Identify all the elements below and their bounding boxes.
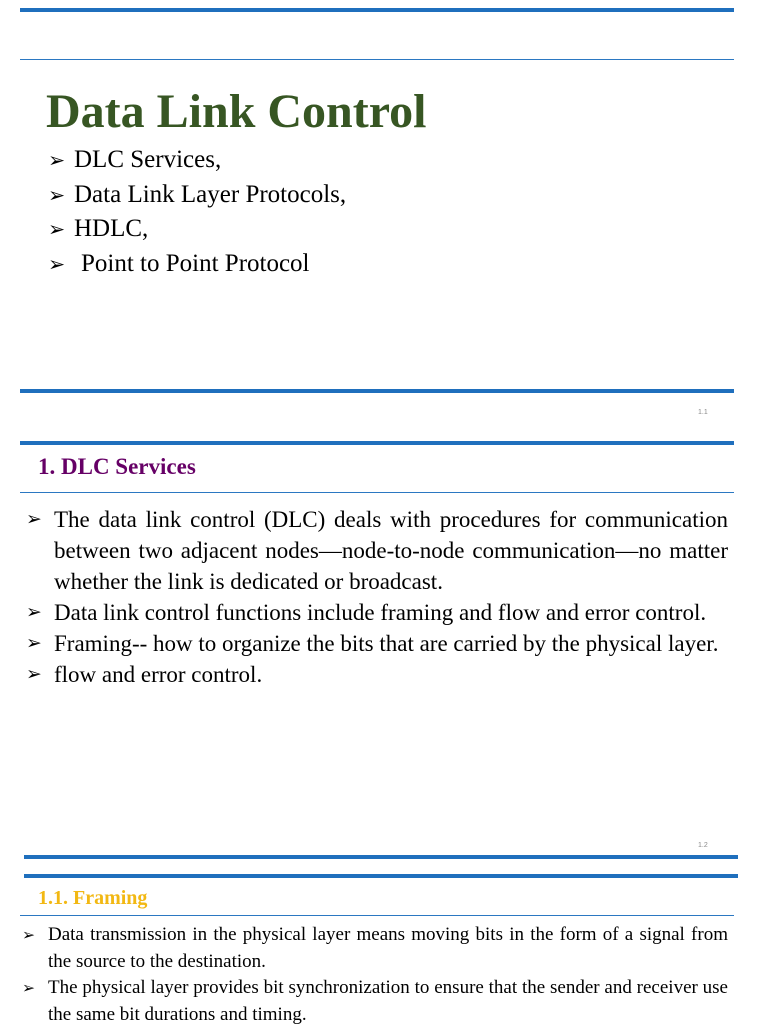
list-item: ➢ Data transmission in the physical layer means moving bits in the form of a signal from the source to the destination.: [22, 924, 728, 972]
list-item: ➢ Data Link Layer Protocols,: [48, 178, 346, 213]
page-number: 1.2: [698, 842, 708, 849]
section-heading: 1. DLC Services: [38, 454, 196, 479]
list-item: ➢ The physical layer provides bit synchronization to ensure that the sender and receiver use the same bit durations and timing.: [22, 977, 728, 1025]
slide3-bullet-list: [22, 922, 728, 1028]
section-heading: 1.1. Framing: [38, 887, 148, 909]
list-item: ➢ HDLC,: [48, 212, 346, 247]
slide1-bottom-rule: [20, 389, 734, 393]
arrow-bullet-icon: ➢: [26, 632, 42, 654]
slide3-top-rule: [24, 874, 738, 878]
arrow-bullet-icon: ➢: [26, 663, 42, 685]
list-item: ➢ DLC Services,: [48, 143, 346, 178]
arrow-bullet-icon: ➢: [48, 148, 66, 172]
slide1-title: Data Link Control: [46, 85, 427, 138]
arrow-bullet-icon: ➢: [26, 508, 42, 530]
slide2-heading-rule: [20, 492, 734, 493]
list-item: ➢ The data link control (DLC) deals with procedures for communication between two adjacent nodes—node-to-node communication—no matter whether the link is dedicated or broadcast.: [54, 504, 728, 597]
slide1-topic-list: [48, 143, 346, 281]
arrow-bullet-icon: ➢: [48, 217, 66, 241]
slide2-top-rule: [20, 441, 734, 445]
slide2-bullet-list: [26, 504, 728, 690]
list-item: ➢ Framing-- how to organize the bits that are carried by the physical layer.: [54, 628, 728, 659]
arrow-bullet-icon: ➢: [26, 601, 42, 623]
page-number: 1.1: [698, 409, 708, 416]
list-item: ➢ Point to Point Protocol: [48, 247, 346, 282]
list-item: ➢ flow and error control.: [54, 659, 728, 690]
arrow-bullet-icon: ➢: [48, 182, 66, 207]
list-item: ➢ Data link control functions include framing and flow and error control.: [54, 597, 728, 628]
arrow-bullet-icon: ➢: [22, 926, 36, 944]
slide1-title-rule: [20, 59, 734, 60]
arrow-bullet-icon: ➢: [22, 979, 36, 997]
arrow-bullet-icon: ➢: [48, 251, 66, 276]
slide3-heading-rule: [20, 915, 734, 916]
slide1-top-rule: [20, 8, 734, 12]
slide2-bottom-rule: [24, 855, 738, 859]
